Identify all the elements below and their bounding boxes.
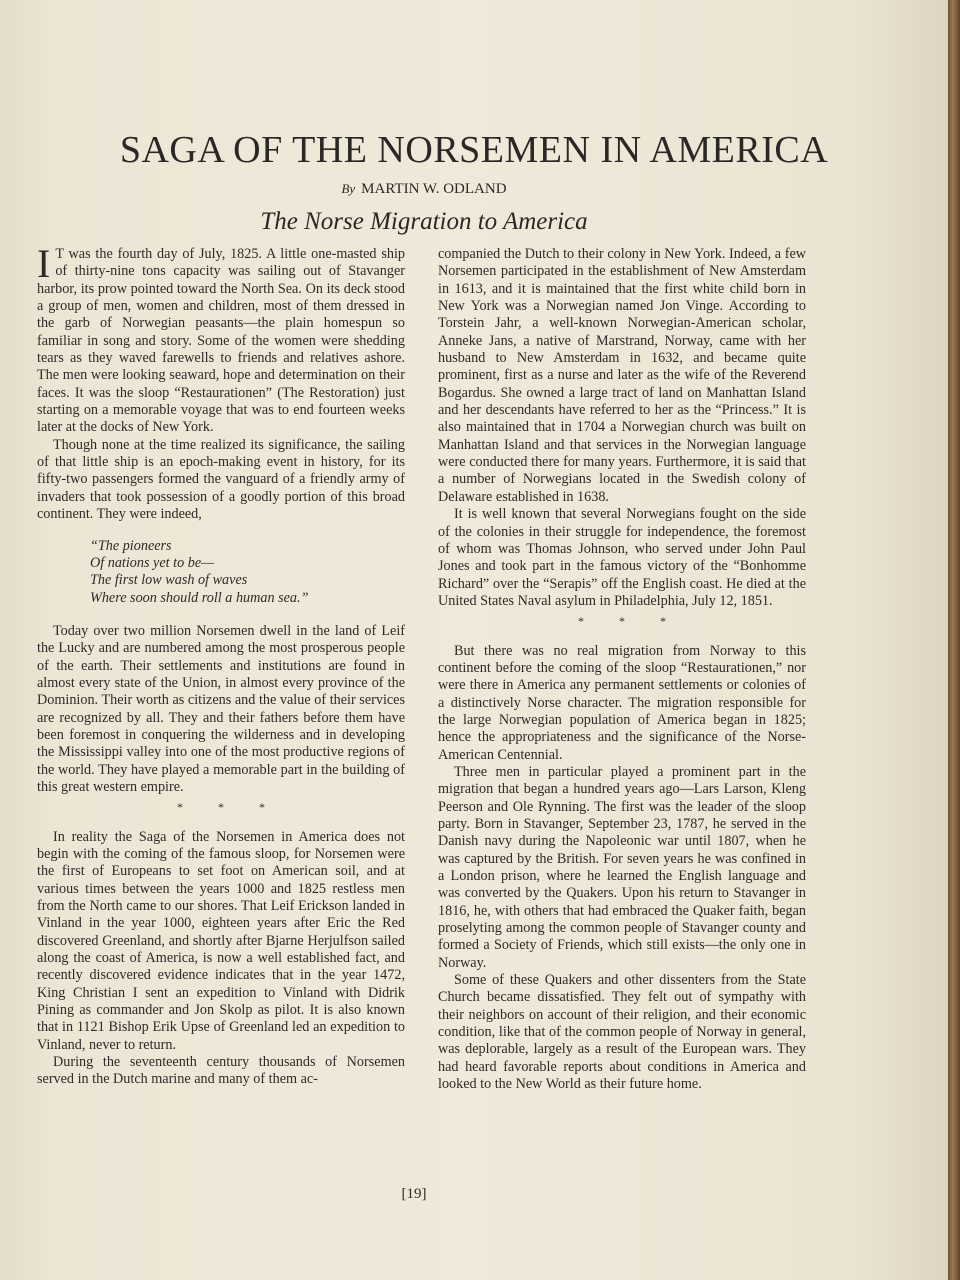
poem-line: The first low wash of waves xyxy=(90,572,248,589)
section-heading: The Norse Migration to America xyxy=(260,208,588,235)
drop-cap: I xyxy=(37,241,51,286)
paragraph: During the seventeenth century thousands of Norsemen served in the Dutch marine and many of them ac- xyxy=(37,1054,405,1088)
paragraph-text: T was the fourth day of July, 1825. A little one-masted ship of thirty-nine tons capacity was sailing out of Stavanger harbor, its prow pointed toward the North Sea. On its deck stood a group of men, women and children, most of them dressed in the garb of Norwegian peasants—the plain homespun so familiar in song and story. Some of the women were shedding tears as they waved farewells to friends and relatives ashore. The men were looking seaward, hope and determination on their faces. It was the sloop “Restaurationen” (The Restoration) just starting on a memorable voyage that was to end fourteen weeks later at the docks of New York. xyxy=(37,246,405,436)
paragraph: Though none at the time realized its significance, the sailing of that little ship is an epoch-making event in history, for its fifty-two passengers formed the vanguard of a friendly army of invaders that took possession of a goodly portion of this broad continent. They were indeed, xyxy=(37,436,405,523)
poem-line: Where soon should roll a human sea.” xyxy=(90,589,309,606)
article-title: SAGA OF THE NORSEMEN IN AMERICA xyxy=(119,129,829,171)
poem-line: “The pioneers xyxy=(90,537,172,554)
poem-quote xyxy=(90,538,405,607)
page-number: [19] xyxy=(401,1186,427,1202)
page-edge xyxy=(948,0,960,1280)
section-divider: * * * xyxy=(578,614,682,629)
paragraph xyxy=(37,241,405,437)
paragraph: Some of these Quakers and other dissenters from the State Church became dissatisfied. They felt out of sympathy with their neighbors on account of their religion, and their economic condition, like that of the common people of Norway in general, was deplorable, largely as a result of the European wars. They had heard favorable reports about conditions in America and looked to the New World as their future home. xyxy=(438,972,806,1093)
paragraph: companied the Dutch to their colony in New York. Indeed, a few Norsemen participated in the establishment of New Amsterdam in 1613, and it is maintained that the first white child born in New York was a Norwegian named Jon Vinge. According to Torstein Jahr, a well-known Norwegian-American scholar, Anneke Jans, a native of Marstrand, Norway, came with her husband to New Amsterdam in 1632, and became quite prominent, first as a nurse and later as the wife of the Reverend Bogardus. She owned a large tract of land on Manhattan Island and her descendants have referred to her as the “Princess.” It is also maintained that in 1704 a Norwegian church was built on Manhattan Island and that services in the Norwegian language were conducted there for many years. Furthermore, it is said that a number of Norwegians located in the Swedish colony of Delaware established in 1638. xyxy=(438,246,806,505)
paragraph: Three men in particular played a prominent part in the migration that began a hundred years ago—Lars Larson, Kleng Peerson and Ole Rynning. The first was the leader of the sloop party. Born in Stavanger, September 23, 1787, he served in the Danish navy during the Napoleonic war until 1807, when he was captured by the British. For seven years he was confined in a London prison, where he learned the English language and was converted by the Quakers. Upon his return to Stavanger in 1816, he, with others that had embraced the Quaker faith, began proselyting among the common people of Stavanger county and formed a Society of Friends, which still exists—the only one in Norway. xyxy=(438,763,806,971)
paragraph: In reality the Saga of the Norsemen in America does not begin with the coming of the famous sloop, for Norsemen were the first of Europeans to set foot on American soil, and at various times between the years 1000 and 1825 restless men from the North came to our shores. That Leif Erickson landed in Vinland in the year 1000, eighteen years after Eric the Red discovered Greenland, and shortly after Bjarne Herjulfson sailed along the coast of America, is now a well established fact, and recently discovered evidence indicates that in the year 1472, King Christian I sent an expedition to Vinland with Didrik Pining as commander and Jon Skolp as pilot. It is also known that in 1121 Bishop Erik Upse of Greenland led an expedition to Vinland, never to return. xyxy=(37,828,405,1053)
left-column xyxy=(37,241,405,1089)
section-divider: * * * xyxy=(177,800,281,815)
poem-line: Of nations yet to be— xyxy=(90,554,214,571)
paragraph: Today over two million Norsemen dwell in the land of Leif the Lucky and are numbered among the most prosperous people of the earth. Their settlements and institutions are found in almost every state of the Union, in almost every province of the Dominion. Their worth as citizens and the value of their services are recognized by all. They and their fathers before them have been foremost in conquering the wilderness and in developing the Mississippi valley into one of the most productive regions of the world. They have played a memorable part in the building of this great western empire. xyxy=(37,622,405,795)
right-column xyxy=(438,246,806,1094)
paragraph: But there was no real migration from Norway to this continent before the coming of the sloop “Restaurationen,” nor were there in America any permanent settlements or colonies of a distinctively Norse character. The migration responsible for the large Norwegian population of America began in 1825; hence the appropriateness and the significance of the Norse-American Centennial. xyxy=(438,642,806,763)
paragraph: It is well known that several Norwegians fought on the side of the colonies in their struggle for independence, the foremost of whom was Thomas Johnson, who served under John Paul Jones and took part in the famous victory of the “Bonhomme Richard” over the “Serapis” off the English coast. He died at the United States Naval asylum in Philadelphia, July 12, 1851. xyxy=(438,506,806,609)
author-name: MARTIN W. ODLAND xyxy=(361,181,507,197)
byline-by: By xyxy=(341,181,356,196)
byline xyxy=(0,181,848,198)
